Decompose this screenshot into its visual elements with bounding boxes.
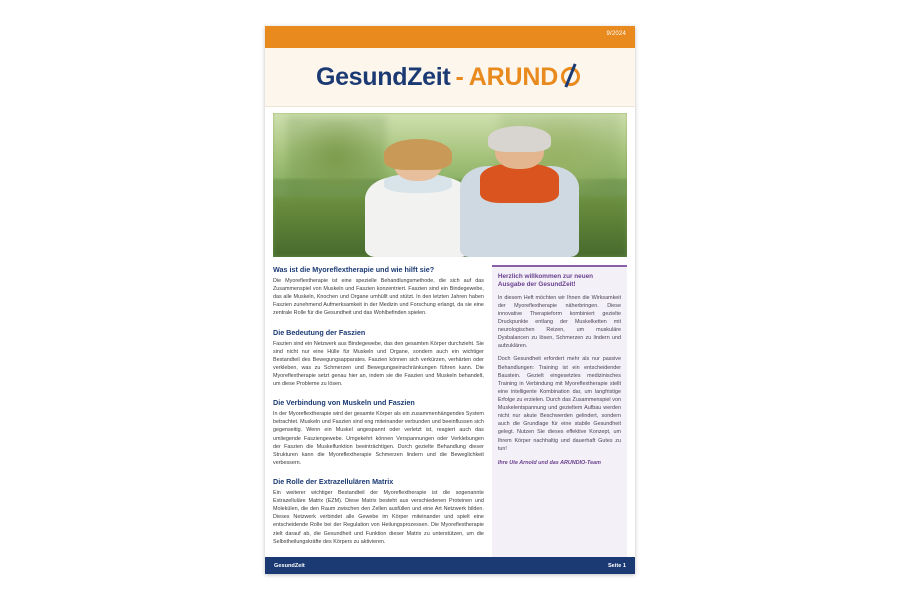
brand-name-primary: GesundZeit — [315, 62, 451, 91]
section-heading: Die Bedeutung der Faszien — [273, 327, 366, 337]
section-paragraph: Faszien sind ein Netzwerk aus Bindegewebe, das den gesamten Körper durchzieht. Sie sind nicht nur eine Hülle für Muskeln und Organe, sondern auch ein wichtiger Bestandteil des Bewegungsapparates. Faszien können sich verkürzen, verhärten oder verkleben, was zu Schmerzen und Bewegungseinschränkungen führen kann. Die Myoreflextherapie setzt genau hier an, indem sie die Faszien und Muskeln behandelt, um diese Probleme zu lösen. — [273, 340, 484, 388]
main-column — [273, 265, 484, 557]
sidebar-signature: Ihre Ute Arnold und das ARUNDIO-Team — [497, 459, 601, 466]
hero-person-man — [457, 127, 584, 257]
masthead — [265, 48, 635, 107]
section-heading: Was ist die Myoreflextherapie und wie hilft sie? — [273, 265, 435, 274]
newsletter-page — [265, 26, 635, 574]
section-heading: Die Verbindung von Muskeln und Faszien — [273, 398, 415, 408]
footer-page-number: Seite 1 — [607, 562, 626, 569]
brand-lockup — [316, 63, 584, 92]
section-paragraph: Ein weiterer wichtiger Bestandteil der Myoreflextherapie ist die sogenannte Extrazelluläre Matrix (EZM). Diese Matrix besteht aus verschiedenen Proteinen und Molekülen, die den Raum zwischen den Zellen ausfüllen und eine Art Netzwerk bilden. Dieses Netzwerk verbindet alle Gewebe im Körper miteinander und spielt eine entscheidende Rolle bei der Regulation von Heilungsprozessen. Die Myoreflextherapie zielt darauf ab, die Gesundheit und Funktion dieser Matrix zu unterstützen, um die Selbstheilungskräfte des Körpers zu aktivieren. — [273, 489, 484, 545]
hero-photo — [273, 113, 627, 257]
sidebar-title: Herzlich willkommen zur neuen Ausgabe der GesundZeit! — [497, 273, 594, 289]
issue-bar — [265, 26, 635, 48]
footer-title: GesundZeit — [274, 562, 305, 569]
section-paragraph: Die Myoreflextherapie ist eine spezielle Behandlungsmethode, die sich auf das Zusammenspiel von Muskeln und Faszien konzentriert. Faszien sind ein Bindegewebe, das alle Muskeln, Knochen und Organe umhüllt und stützt. In den letzten Jahren haben Faszien zunehmend Aufmerksamkeit in der Medizin und Forschung erlangt, da sie eine zentrale Rolle für die Gesundheit und das Wohlbefinden spielen. — [273, 278, 484, 317]
page-footer — [265, 557, 635, 574]
article-content — [265, 257, 635, 557]
arundo-ring-icon — [559, 65, 584, 90]
editorial-sidebar — [492, 265, 627, 557]
sidebar-paragraph: In diesem Heft möchten wir Ihnen die Wirksamkeit der Myoreflextherapie näherbringen. Diese innovative Therapieform kombiniert gezielte Druckpunkte entlang der Muskelketten mit neurologischen Reizen, um muskuläre Dysbalancen zu lösen, Schmerzen zu lindern und aufzuklären. — [497, 294, 621, 350]
brand-separator: - — [455, 62, 464, 91]
brand-name-secondary: ARUND — [468, 62, 559, 91]
sidebar-paragraph: Doch Gesundheit erfordert mehr als nur passive Behandlungen: Training ist ein entscheidender Baustein. Gezielt eingesetztes medizinisches Training in Verbindung mit Myoreflextherapie stellt eine intelligente Kombination dar, um langfristige Erfolge zu erzielen. Durch das Zusammenspiel von Muskelentspannung und gezieltem Aufbau werden nicht nur akute Beschwerden gelindert, sondern auch die Grundlage für eine stabile Gesundheit gelegt. Nutzen Sie dieses effektive Konzept, um Ihrem Körper nachhaltig und dauerhaft Gutes zu tun! — [497, 356, 621, 452]
section-paragraph: In der Myoreflextherapie wird der gesamte Körper als ein zusammenhängendes System betrachtet. Muskeln und Faszien sind eng miteinander verbunden und beeinflussen sich gegenseitig. Wenn ein Muskel angespannt oder verletzt ist, reagiert auch das umliegende Fasziengewebe. Umgekehrt können Verspannungen oder Verklebungen der Faszien die Muskelfunktion beeinträchtigen. Durch gezielte Behandlung dieser Strukturen kann die Myoreflextherapie Schmerzen lindern und die Beweglichkeit verbessern. — [273, 411, 484, 466]
issue-number: 9/2024 — [606, 31, 626, 37]
section-heading: Die Rolle der Extrazellulären Matrix — [273, 476, 394, 486]
